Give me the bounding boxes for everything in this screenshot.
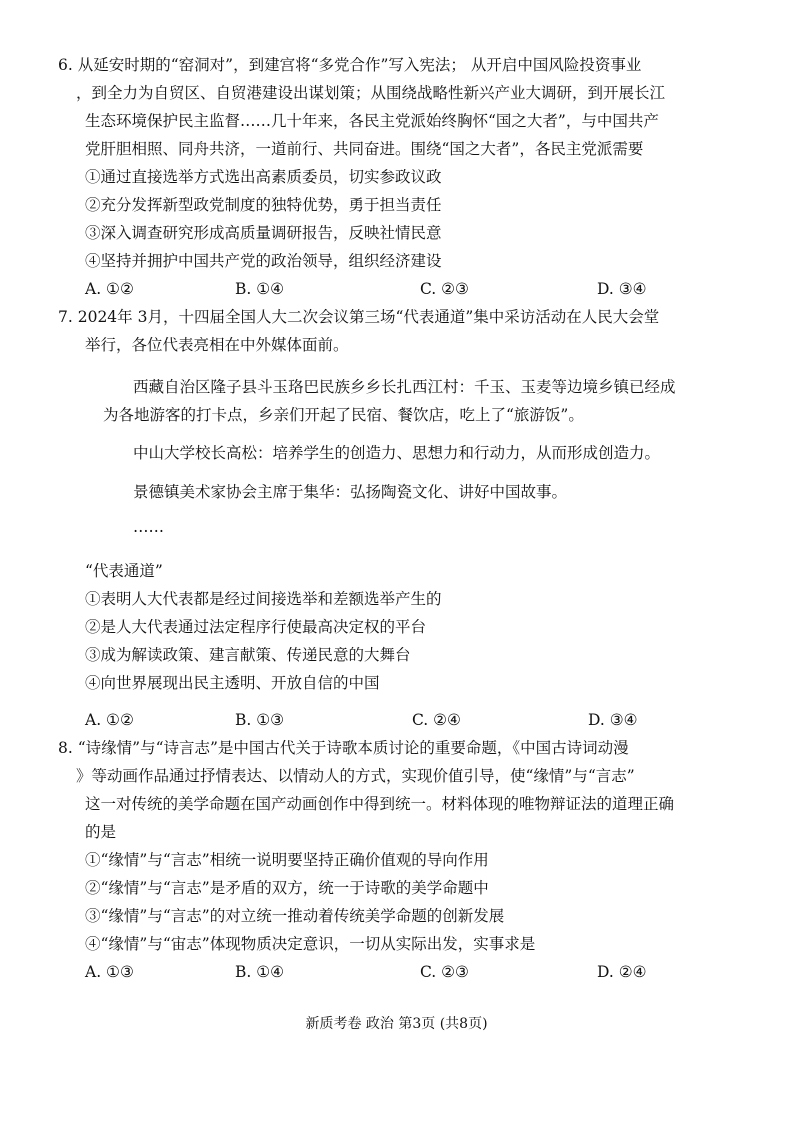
q8-answer-a[interactable]: A. ①③: [85, 963, 134, 981]
q7-quote-line: 景德镇美术家协会主席于集华：弘扬陶瓷文化、讲好中国故事。: [133, 483, 568, 501]
q8-option-item: ①“缘情”与“言志”相统一说明要坚持正确价值观的导向作用: [85, 851, 489, 869]
q6-line: 6. 从延安时期的“窑洞对”，到建宫将“多党合作”写入宪法； 从开启中国风险投资事业: [58, 56, 642, 74]
q7-answer-a[interactable]: A. ①②: [85, 711, 134, 729]
q8-line: 的是: [85, 823, 117, 841]
q7-quote-line: 中山大学校长高松：培养学生的创造力、思想力和行动力，从而形成创造力。: [133, 444, 661, 462]
q8-line: 》等动画作品通过抒情表达、以情动人的方式，实现价值引导，使“缘情”与“言志”: [76, 767, 635, 785]
q8-line: 8. “诗缘情”与“诗言志”是中国古代关于诗歌本质讨论的重要命题，《中国古诗词动漫: [58, 739, 629, 757]
q7-option-item: ③成为解读政策、建言献策、传递民意的大舞台: [85, 646, 411, 664]
q7-line: 举行，各位代表亮相在中外媒体面前。: [85, 336, 349, 354]
q8-answer-c[interactable]: C. ②③: [420, 963, 469, 981]
q6-answer-d[interactable]: D. ③④: [597, 280, 647, 298]
q7-option-item: ④向世界展现出民主透明、开放自信的中国: [85, 674, 380, 692]
q8-answer-b[interactable]: B. ①④: [235, 963, 285, 981]
q6-line: 党肝胆相照、同舟共济，一道前行、共同奋进。围绕“国之大者”，各民主党派需要: [85, 140, 644, 158]
q6-option-item: ③深入调查研究形成高质量调研报告，反映社情民意: [85, 224, 442, 242]
q6-answer-b[interactable]: B. ①④: [235, 280, 285, 298]
q7-answer-b[interactable]: B. ①③: [235, 711, 285, 729]
q7-answer-d[interactable]: D. ③④: [588, 711, 638, 729]
q8-answer-d[interactable]: D. ②④: [597, 963, 647, 981]
q8-option-item: ③“缘情”与“言志”的对立统一推动着传统美学命题的创新发展: [85, 907, 505, 925]
q6-option-item: ②充分发挥新型政党制度的独特优势，勇于担当责任: [85, 196, 442, 214]
q6-answer-c[interactable]: C. ②③: [420, 280, 469, 298]
q6-line: ，到全力为自贸区、自贸港建设出谋划策；从围绕战略性新兴产业大调研，到开展长江: [76, 84, 666, 102]
q7-quote-ellipsis: ……: [133, 518, 164, 536]
page-footer: 新质考卷 政治 第3页 (共8页): [305, 1016, 488, 1032]
q6-option-item: ①通过直接选举方式选出高素质委员，切实参政议政: [85, 168, 442, 186]
q8-option-item: ②“缘情”与“言志”是矛盾的双方，统一于诗歌的美学命题中: [85, 879, 489, 897]
q6-option-item: ④坚持并拥护中国共产党的政治领导，组织经济建设: [85, 252, 442, 270]
q7-answer-c[interactable]: C. ②④: [412, 711, 461, 729]
q6-line: 生态环境保护民主监督……几十年来，各民主党派始终胸怀“国之大者”，与中国共产: [85, 112, 659, 130]
q7-line: 7. 2024年 3月，十四届全国人大二次会议第三场“代表通道”集中采访活动在人民大会堂: [58, 308, 660, 326]
q7-option-item: ②是人大代表通过法定程序行使最高决定权的平台: [85, 618, 427, 636]
q7-stem: “代表通道”: [85, 562, 163, 580]
q7-quote-line: 西藏自治区隆子县斗玉珞巴民族乡乡长扎西江村：千玉、玉麦等边境乡镇已经成: [133, 378, 676, 396]
q7-option-item: ①表明人大代表都是经过间接选举和差额选举产生的: [85, 590, 442, 608]
q7-quote-line: 为各地游客的打卡点，乡亲们开起了民宿、餐饮店，吃上了“旅游饭”。: [103, 406, 584, 424]
q8-option-item: ④“缘情”与“宙志”体现物质决定意识，一切从实际出发，实事求是: [85, 935, 536, 953]
q6-answer-a[interactable]: A. ①②: [85, 280, 134, 298]
q8-line: 这一对传统的美学命题在国产动画创作中得到统一。材料体现的唯物辩证法的道理正确: [85, 795, 675, 813]
